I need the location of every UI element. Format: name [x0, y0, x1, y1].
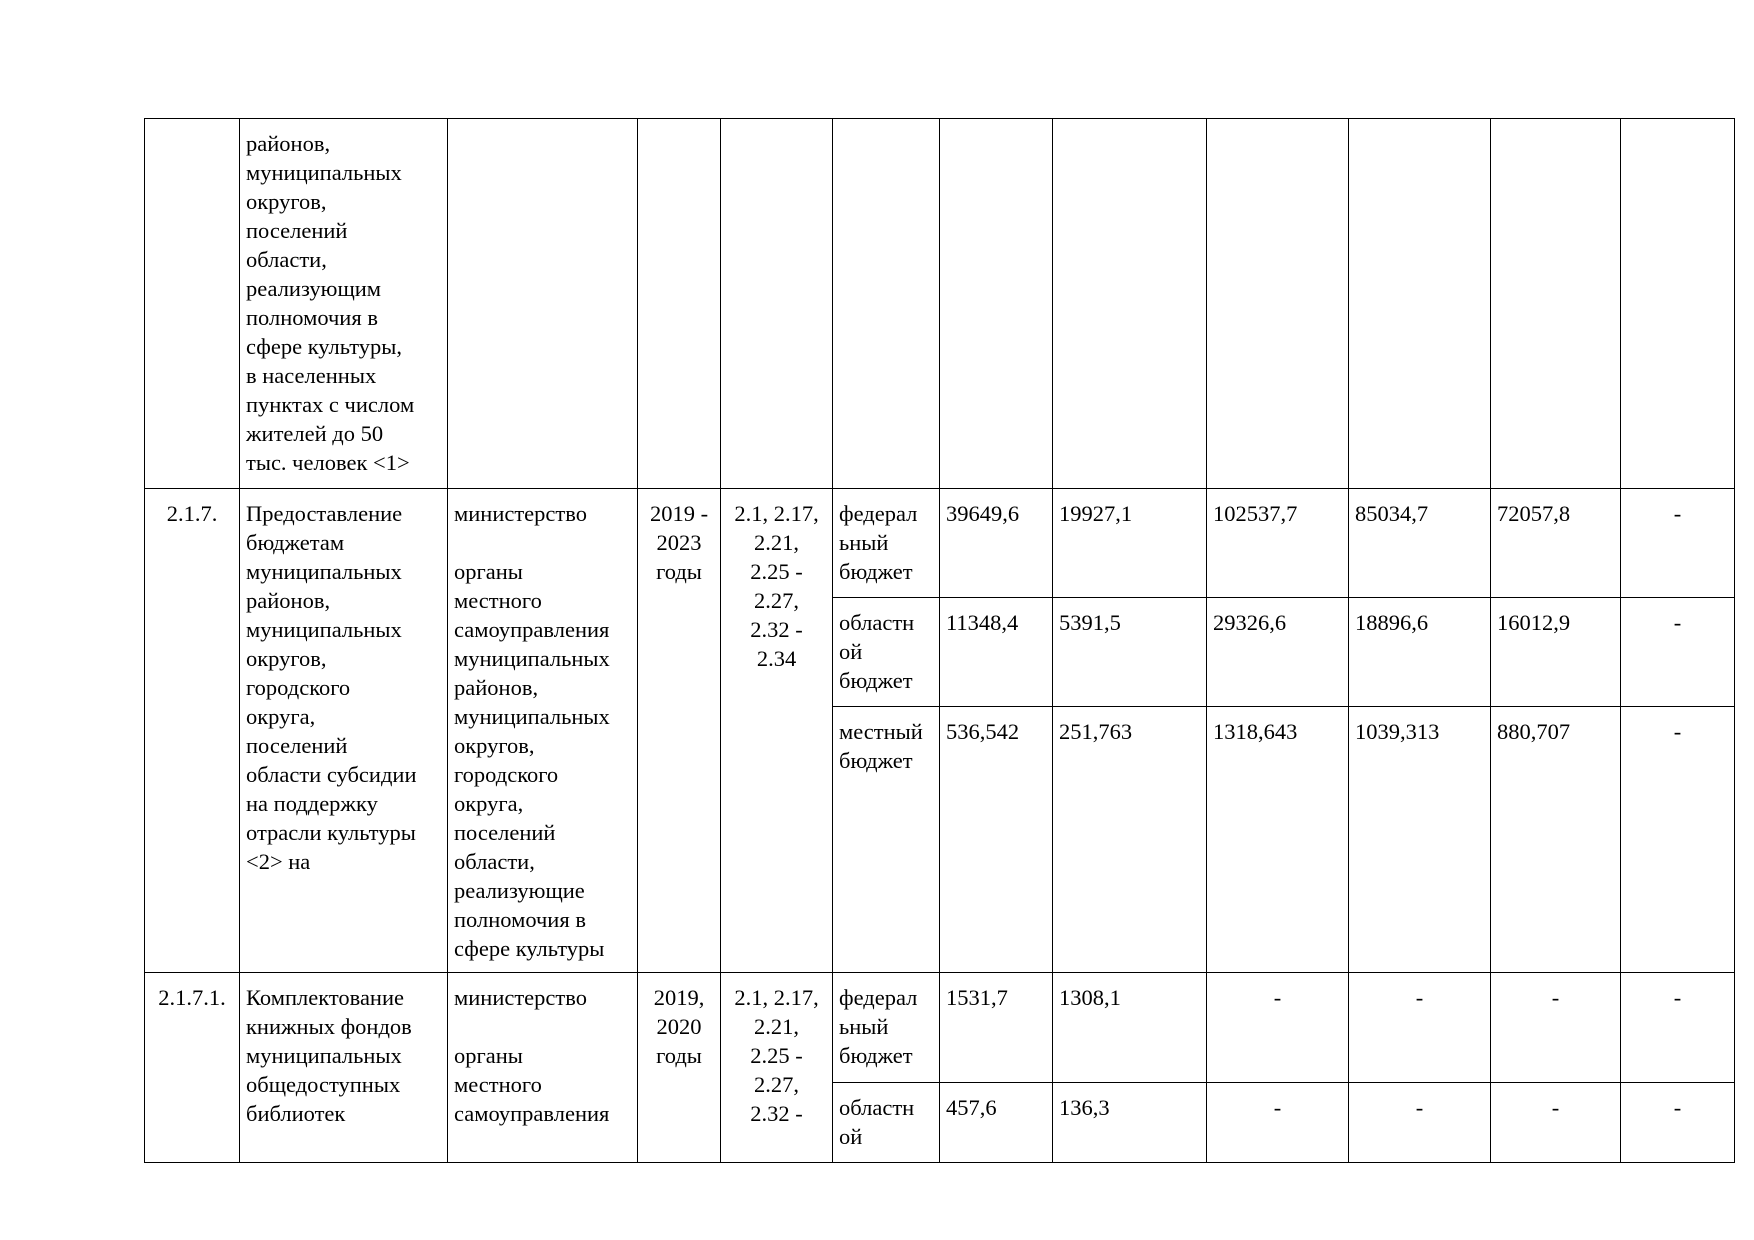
cell-value: - — [1349, 973, 1491, 1083]
cell-value: - — [1621, 973, 1735, 1083]
cell-number: 2.1.7. — [145, 489, 240, 973]
cell-empty — [1207, 119, 1349, 489]
cell-value: 1531,7 — [940, 973, 1053, 1083]
cell-indicators: 2.1, 2.17, 2.21, 2.25 - 2.27, 2.32 - 2.34 — [721, 489, 833, 973]
cell-value: - — [1207, 973, 1349, 1083]
cell-empty — [448, 119, 638, 489]
cell-value: 1039,313 — [1349, 707, 1491, 973]
table-row — [145, 973, 1735, 1083]
cell-value: - — [1621, 489, 1735, 598]
cell-value: 1308,1 — [1053, 973, 1207, 1083]
cell-value: 251,763 — [1053, 707, 1207, 973]
cell-value: 880,707 — [1491, 707, 1621, 973]
cell-value: 16012,9 — [1491, 598, 1621, 707]
cell-budget-source: областн ой бюджет — [833, 598, 940, 707]
cell-empty — [638, 119, 721, 489]
cell-empty — [1053, 119, 1207, 489]
cell-value: 85034,7 — [1349, 489, 1491, 598]
cell-value: 18896,6 — [1349, 598, 1491, 707]
cell-empty — [833, 119, 940, 489]
cell-years: 2019 - 2023 годы — [638, 489, 721, 973]
cell-value: 536,542 — [940, 707, 1053, 973]
cell-empty — [1621, 119, 1735, 489]
cell-empty — [1349, 119, 1491, 489]
cell-empty — [940, 119, 1053, 489]
cell-value: 136,3 — [1053, 1083, 1207, 1163]
cell-value: 39649,6 — [940, 489, 1053, 598]
cell-value: 11348,4 — [940, 598, 1053, 707]
cell-empty — [721, 119, 833, 489]
cell-value: - — [1621, 707, 1735, 973]
cell-value: - — [1621, 598, 1735, 707]
cell-budget-source: федерал ьный бюджет — [833, 489, 940, 598]
table-row-continuation — [145, 119, 1735, 489]
cell-name: Предоставление бюджетам муниципальных районов, муниципальных округов, городского округа, поселений области субсидии на поддержку отрасли культуры <2> на — [240, 489, 448, 973]
cell-number: 2.1.7.1. — [145, 973, 240, 1163]
cell-empty — [1491, 119, 1621, 489]
table-row — [145, 489, 1735, 598]
cell-value: 5391,5 — [1053, 598, 1207, 707]
budget-table — [144, 118, 1735, 1163]
cell-executor: министерство органы местного самоуправления — [448, 973, 638, 1163]
cell-value: - — [1491, 973, 1621, 1083]
cell-value: - — [1349, 1083, 1491, 1163]
cell-value: 19927,1 — [1053, 489, 1207, 598]
cell-years: 2019, 2020 годы — [638, 973, 721, 1163]
cell-budget-source: местный бюджет — [833, 707, 940, 973]
cell-value: 72057,8 — [1491, 489, 1621, 598]
cell-executor: министерство органы местного самоуправления муниципальных районов, муниципальных округов, городского округа, поселений области, реализующие полномочия в сфере культуры — [448, 489, 638, 973]
cell-value: 29326,6 — [1207, 598, 1349, 707]
cell-value: 457,6 — [940, 1083, 1053, 1163]
cell-value: 1318,643 — [1207, 707, 1349, 973]
cell-budget-source: областн ой — [833, 1083, 940, 1163]
cell-name: Комплектование книжных фондов муниципальных общедоступных библиотек — [240, 973, 448, 1163]
cell-indicators: 2.1, 2.17, 2.21, 2.25 - 2.27, 2.32 - — [721, 973, 833, 1163]
cell-name: районов, муниципальных округов, поселений области, реализующим полномочия в сфере культуры, в населенных пунктах с числом жителей до 50 тыс. человек <1> — [240, 119, 448, 489]
cell-value: 102537,7 — [1207, 489, 1349, 598]
cell-value: - — [1491, 1083, 1621, 1163]
cell-num-empty — [145, 119, 240, 489]
cell-value: - — [1621, 1083, 1735, 1163]
cell-budget-source: федерал ьный бюджет — [833, 973, 940, 1083]
cell-value: - — [1207, 1083, 1349, 1163]
